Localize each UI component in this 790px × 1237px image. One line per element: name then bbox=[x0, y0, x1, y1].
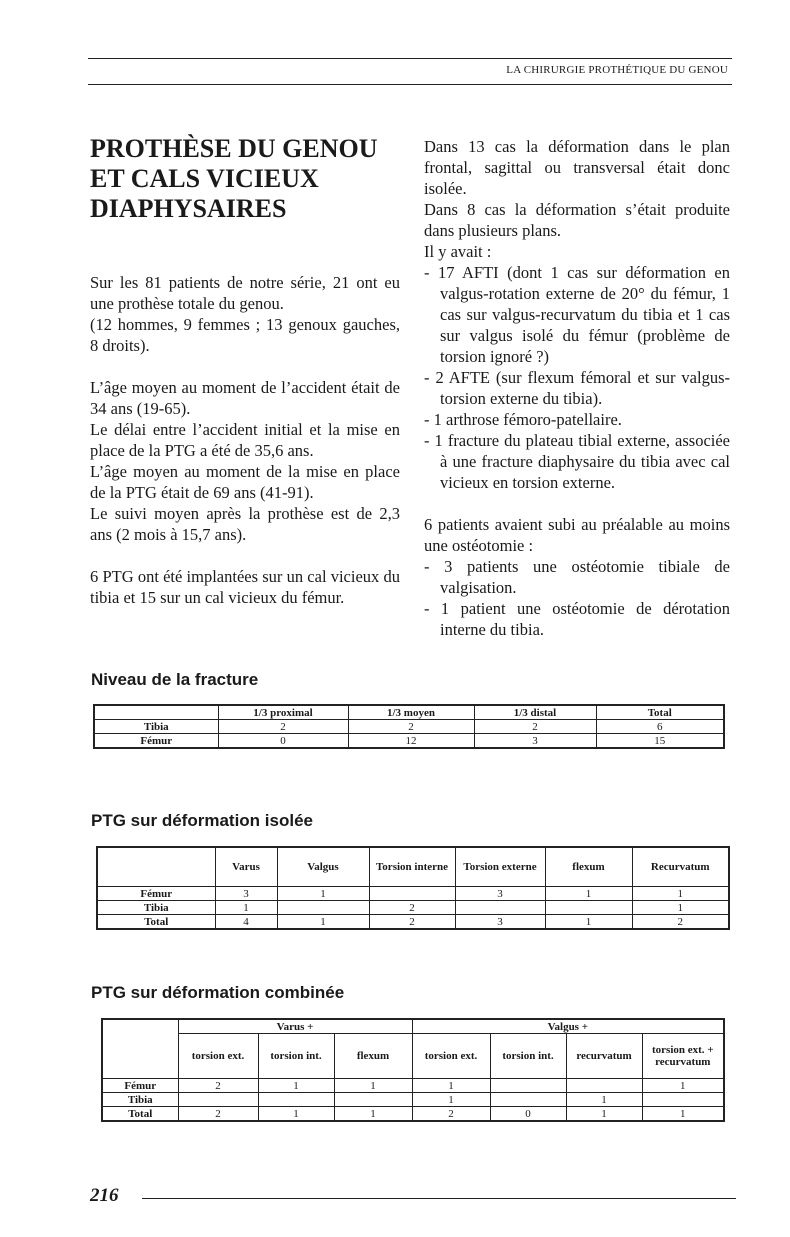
paragraph: Dans 13 cas la déformation dans le plan frontal, sagittal ou transversal était donc isolée. bbox=[424, 137, 730, 198]
table-header-row bbox=[102, 1034, 724, 1079]
paragraph: L’âge moyen au moment de la mise en place de la PTG était de 69 ans (41-91). bbox=[90, 462, 400, 502]
list-item: - 3 patients une ostéotomie tibiale de valgisation. bbox=[424, 557, 730, 597]
table-header-row bbox=[97, 847, 729, 887]
table-header-cell: torsion int. bbox=[490, 1034, 566, 1079]
group-header-valgus: Valgus + bbox=[412, 1019, 724, 1034]
paragraph: Le suivi moyen après la prothèse est de 2,3 ans (2 mois à 15,7 ans). bbox=[90, 504, 400, 544]
table-cell: 2 bbox=[474, 720, 596, 734]
table-header-cell bbox=[94, 705, 218, 720]
table-cell: 1 bbox=[215, 901, 277, 915]
header-rule-top bbox=[88, 58, 732, 59]
table-header-cell: Torsion interne bbox=[369, 847, 455, 887]
row-label: Fémur bbox=[97, 887, 215, 901]
paragraph: Le délai entre l’accident initial et la mise en place de la PTG a été de 35,6 ans. bbox=[90, 420, 400, 460]
table-cell: 6 bbox=[596, 720, 724, 734]
table-cell bbox=[369, 887, 455, 901]
title-line: DIAPHYSAIRES bbox=[90, 194, 287, 223]
list-item: - 1 arthrose fémoro-patellaire. bbox=[424, 410, 622, 429]
group-header-varus: Varus + bbox=[178, 1019, 412, 1034]
list-item: - 2 AFTE (sur flexum fémoral et sur valgus-torsion externe du tibia). bbox=[424, 368, 730, 408]
list-item: - 1 fracture du plateau tibial externe, associée à une fracture diaphysaire du tibia avec cal vicieux en torsion externe. bbox=[424, 431, 730, 492]
table-cell: 0 bbox=[218, 734, 348, 749]
table-row bbox=[102, 1107, 724, 1122]
table-cell: 4 bbox=[215, 915, 277, 930]
table-cell bbox=[545, 901, 632, 915]
table-cell: 2 bbox=[348, 720, 474, 734]
table-cell: 1 bbox=[632, 887, 729, 901]
table-cell: 1 bbox=[545, 915, 632, 930]
table-cell: 1 bbox=[334, 1079, 412, 1093]
table-cell bbox=[258, 1093, 334, 1107]
table-header-cell: Total bbox=[596, 705, 724, 720]
table-cell: 12 bbox=[348, 734, 474, 749]
table2-title: PTG sur déformation isolée bbox=[91, 811, 313, 830]
row-label: Fémur bbox=[94, 734, 218, 749]
table-cell: 1 bbox=[566, 1093, 642, 1107]
table-header-cell: torsion ext. bbox=[412, 1034, 490, 1079]
table-cell: 3 bbox=[474, 734, 596, 749]
row-label: Total bbox=[102, 1107, 178, 1122]
table-cell: 1 bbox=[258, 1079, 334, 1093]
table-header-cell: 1/3 distal bbox=[474, 705, 596, 720]
table-cell: 2 bbox=[632, 915, 729, 930]
paragraph: L’âge moyen au moment de l’accident était de 34 ans (19-65). bbox=[90, 378, 400, 418]
table-header-cell: torsion ext. bbox=[178, 1034, 258, 1079]
title-line: ET CALS VICIEUX bbox=[90, 164, 319, 193]
table-cell: 2 bbox=[369, 901, 455, 915]
row-label: Tibia bbox=[94, 720, 218, 734]
table-header-row bbox=[94, 705, 724, 720]
paragraph: Dans 8 cas la déformation s’était produite dans plusieurs plans. bbox=[424, 200, 730, 240]
list-item: - 1 patient une ostéotomie de dérotation interne du tibia. bbox=[424, 599, 730, 639]
article-title bbox=[90, 134, 410, 224]
table-cell: 0 bbox=[490, 1107, 566, 1122]
running-title: LA CHIRURGIE PROTHÉTIQUE DU GENOU bbox=[506, 64, 728, 76]
table1-title: Niveau de la fracture bbox=[91, 670, 259, 689]
row-label: Tibia bbox=[102, 1093, 178, 1107]
table-cell: 1 bbox=[632, 901, 729, 915]
table-cell bbox=[334, 1093, 412, 1107]
row-label: Fémur bbox=[102, 1079, 178, 1093]
table-cell: 2 bbox=[218, 720, 348, 734]
table-cell: 1 bbox=[566, 1107, 642, 1122]
table-cell: 1 bbox=[277, 915, 369, 930]
table-cell: 1 bbox=[412, 1093, 490, 1107]
table-cell: 3 bbox=[455, 887, 545, 901]
table-cell bbox=[566, 1079, 642, 1093]
table-row bbox=[97, 915, 729, 930]
table-header-cell bbox=[97, 847, 215, 887]
combined-deformation-table bbox=[101, 1018, 725, 1122]
table-header-cell: recurvatum bbox=[566, 1034, 642, 1079]
table-header-cell: flexum bbox=[334, 1034, 412, 1079]
table-header-cell: torsion int. bbox=[258, 1034, 334, 1079]
title-line: PROTHÈSE DU GENOU bbox=[90, 134, 378, 163]
table-header-cell: 1/3 proximal bbox=[218, 705, 348, 720]
table-row bbox=[102, 1093, 724, 1107]
table-cell: 2 bbox=[178, 1107, 258, 1122]
table-cell: 2 bbox=[178, 1079, 258, 1093]
table-header-cell bbox=[102, 1019, 178, 1079]
table-cell: 2 bbox=[369, 915, 455, 930]
left-column bbox=[90, 272, 400, 608]
table-row bbox=[102, 1079, 724, 1093]
table-cell: 1 bbox=[545, 887, 632, 901]
paragraph: (12 hommes, 9 femmes ; 13 genoux gauches, 8 droits). bbox=[90, 315, 400, 355]
table-cell: 1 bbox=[642, 1079, 724, 1093]
right-column bbox=[424, 136, 730, 640]
table-cell: 1 bbox=[277, 887, 369, 901]
table-cell: 2 bbox=[412, 1107, 490, 1122]
list-item: - 17 AFTI (dont 1 cas sur déformation en valgus-rotation externe de 20° du fémur, 1 cas sur valgus-recurvatum du tibia et 1 cas sur valgus isolé du fémur (problème de torsion ignoré ?) bbox=[424, 263, 730, 366]
table-cell bbox=[455, 901, 545, 915]
header-rule-bottom bbox=[88, 84, 732, 85]
table-cell: 1 bbox=[258, 1107, 334, 1122]
table-header-cell: Varus bbox=[215, 847, 277, 887]
row-label: Total bbox=[97, 915, 215, 930]
paragraph: 6 PTG ont été implantées sur un cal vicieux du tibia et 15 sur un cal vicieux du fémur. bbox=[90, 567, 400, 607]
fracture-level-table bbox=[93, 704, 725, 749]
page-number: 216 bbox=[90, 1185, 119, 1206]
table-row bbox=[97, 901, 729, 915]
table-header-cell: torsion ext. + recurvatum bbox=[642, 1034, 724, 1079]
table-row bbox=[94, 734, 724, 749]
table-cell bbox=[490, 1079, 566, 1093]
table-row bbox=[94, 720, 724, 734]
paragraph: 6 patients avaient subi au préalable au moins une ostéotomie : bbox=[424, 515, 730, 555]
table-header-cell: Valgus bbox=[277, 847, 369, 887]
table-cell: 3 bbox=[215, 887, 277, 901]
table-cell bbox=[642, 1093, 724, 1107]
isolated-deformation-table bbox=[96, 846, 730, 930]
table-cell bbox=[277, 901, 369, 915]
row-label: Tibia bbox=[97, 901, 215, 915]
table-row bbox=[97, 887, 729, 901]
table-cell bbox=[178, 1093, 258, 1107]
table-header-cell: Torsion externe bbox=[455, 847, 545, 887]
table-group-header-row bbox=[102, 1019, 724, 1034]
paragraph: Il y avait : bbox=[424, 242, 492, 261]
table-cell: 1 bbox=[642, 1107, 724, 1122]
table-header-cell: 1/3 moyen bbox=[348, 705, 474, 720]
table-cell: 1 bbox=[412, 1079, 490, 1093]
table-cell: 1 bbox=[334, 1107, 412, 1122]
footer-rule bbox=[142, 1198, 736, 1199]
table3-title: PTG sur déformation combinée bbox=[91, 983, 345, 1002]
paragraph: Sur les 81 patients de notre série, 21 ont eu une prothèse totale du genou. bbox=[90, 273, 400, 313]
table-cell: 3 bbox=[455, 915, 545, 930]
table-header-cell: Recurvatum bbox=[632, 847, 729, 887]
table-cell: 15 bbox=[596, 734, 724, 749]
table-header-cell: flexum bbox=[545, 847, 632, 887]
table-cell bbox=[490, 1093, 566, 1107]
